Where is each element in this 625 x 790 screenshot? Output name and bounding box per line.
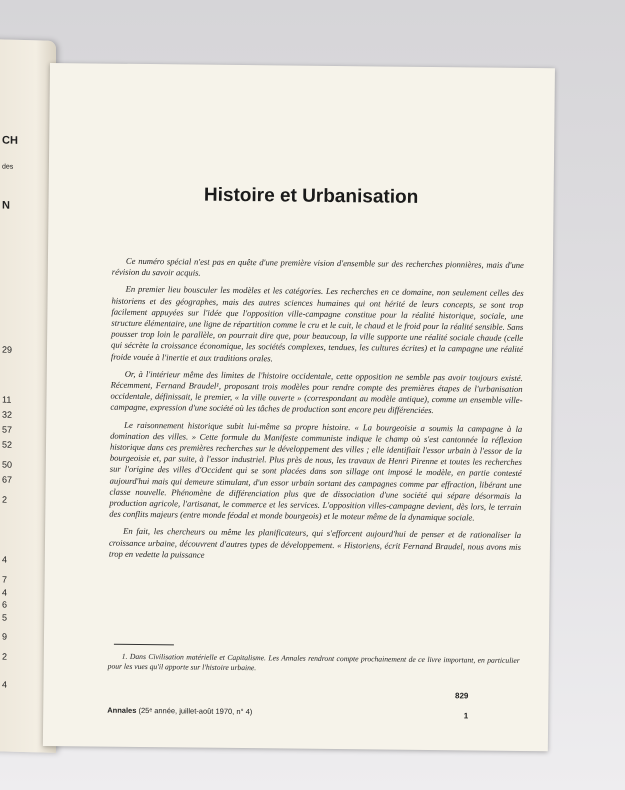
footnote-divider	[114, 644, 174, 646]
left-mark: 9	[2, 631, 8, 642]
journal-name: Annales	[107, 705, 137, 715]
journal-reference	[107, 706, 252, 717]
left-mark: 7	[2, 574, 8, 585]
paragraph: En premier lieu bousculer les modèles et les catégories. Les recherches en ce domaine, non seulement celles des historiens et des géographes, mais des autres sciences humaines qui ont hérité de leurs concepts, se sont trop facilement appuyées sur l'idée que l'opposition ville-campagne constitue pour la réalité historique, sociale, une structure élémentaire, une ligne de répartition comme le cru et le cuit, le chaud et le froid pour la réalité sensible. Sans pousser trop loin le parallèle, on pourrait dire que, pour beaucoup, la ville supporte une réalité sociale chaude (celle qui sécrète la croissance économique, les sociétés complexes, tendues, les cultures écrites) et la campagne une réalité froide vouée à l'inertie et aux traditions orales.	[110, 284, 524, 363]
left-mark: 4	[2, 554, 8, 565]
left-mark: 29	[2, 344, 13, 355]
paragraph: Le raisonnement historique subit lui-même sa propre histoire. « La bourgeoisie a soumis la campagne à la domination des villes. » Cette formule du Manifeste communiste indique le champ où s'est cantonnée la réflexion historique dans ces premières recherches sur le développement des villes ; elle identifiait l'essor urbain à l'essor de la bourgeoisie et, par suite, à l'essor industriel. Plus près de nous, les travaux de Henri Pirenne et toutes les recherches sur l'origine des villes d'Occident qui se sont placées dans son sillage ont imposé le modèle, en partie contesté aujourd'hui mais qui demeure stimulant, d'un essor urbain sortant des campagnes comme par effraction, libérant une classe nouvelle. Phénomène de différenciation plus que de dissociation d'une société qui sépare désormais la production agricole, l'artisanat, le commerce et les services. L'opposition villes-campagne devient, dès lors, le terrain des conflits majeurs (entre monde féodal et monde bourgeois) et le moteur même de la dynamique sociale.	[109, 419, 523, 523]
left-mark: 6	[2, 599, 8, 610]
left-mark: 5	[2, 612, 8, 623]
left-mark: 67	[2, 474, 13, 485]
article-body	[109, 256, 524, 570]
page-number-top: 829	[454, 691, 469, 701]
left-mark: 4	[2, 679, 8, 690]
left-mark: CH	[2, 134, 18, 147]
left-mark: des	[2, 163, 14, 171]
left-mark: 2	[2, 651, 8, 662]
left-mark: 50	[2, 459, 13, 470]
left-mark: 4	[2, 587, 8, 598]
page-number-bottom: 1	[463, 711, 469, 721]
left-mark: 32	[2, 409, 13, 420]
article-title: Histoire et Urbanisation	[203, 184, 419, 208]
left-mark: 57	[2, 424, 13, 435]
paragraph: Ce numéro spécial n'est pas en quête d'une première vision d'ensemble sur des recherches pionnières, mais d'une révision du savoir acquis.	[111, 255, 524, 278]
document-page	[43, 63, 555, 751]
journal-detail: (25ᵉ année, juillet-août 1970, n° 4)	[138, 705, 253, 717]
left-mark: 52	[2, 439, 13, 450]
paragraph: Or, à l'intérieur même des limites de l'histoire occidentale, cette opposition ne semble pas avoir toujours existé. Récemment, Fernand Braudel¹, proposant trois modèles pour rendre compte des premières étapes de l'urbanisation occidentale, définissait, le premier, « la ville ouverte » (correspondant au modèle antique), comme un ensemble ville-campagne, expression d'une société où les tâches de production sont encore peu différenciées.	[110, 368, 523, 416]
left-mark: 2	[2, 494, 8, 505]
paragraph: En fait, les chercheurs ou même les planificateurs, qui s'efforcent aujourd'hui de penser et de rationaliser la croissance urbaine, découvrent d'autres types de développement. « Historiens, écrit Fernand Braudel, nous avons mis trop en vedette la puissance	[108, 526, 522, 560]
left-mark: N	[2, 199, 10, 212]
footnote: 1. Dans Civilisation matérielle et Capitalisme. Les Annales rendront compte prochainement de ce livre important, en particulier pour les vues qu'il apporte sur l'histoire urbaine.	[107, 651, 520, 673]
left-mark: 11	[2, 394, 12, 405]
